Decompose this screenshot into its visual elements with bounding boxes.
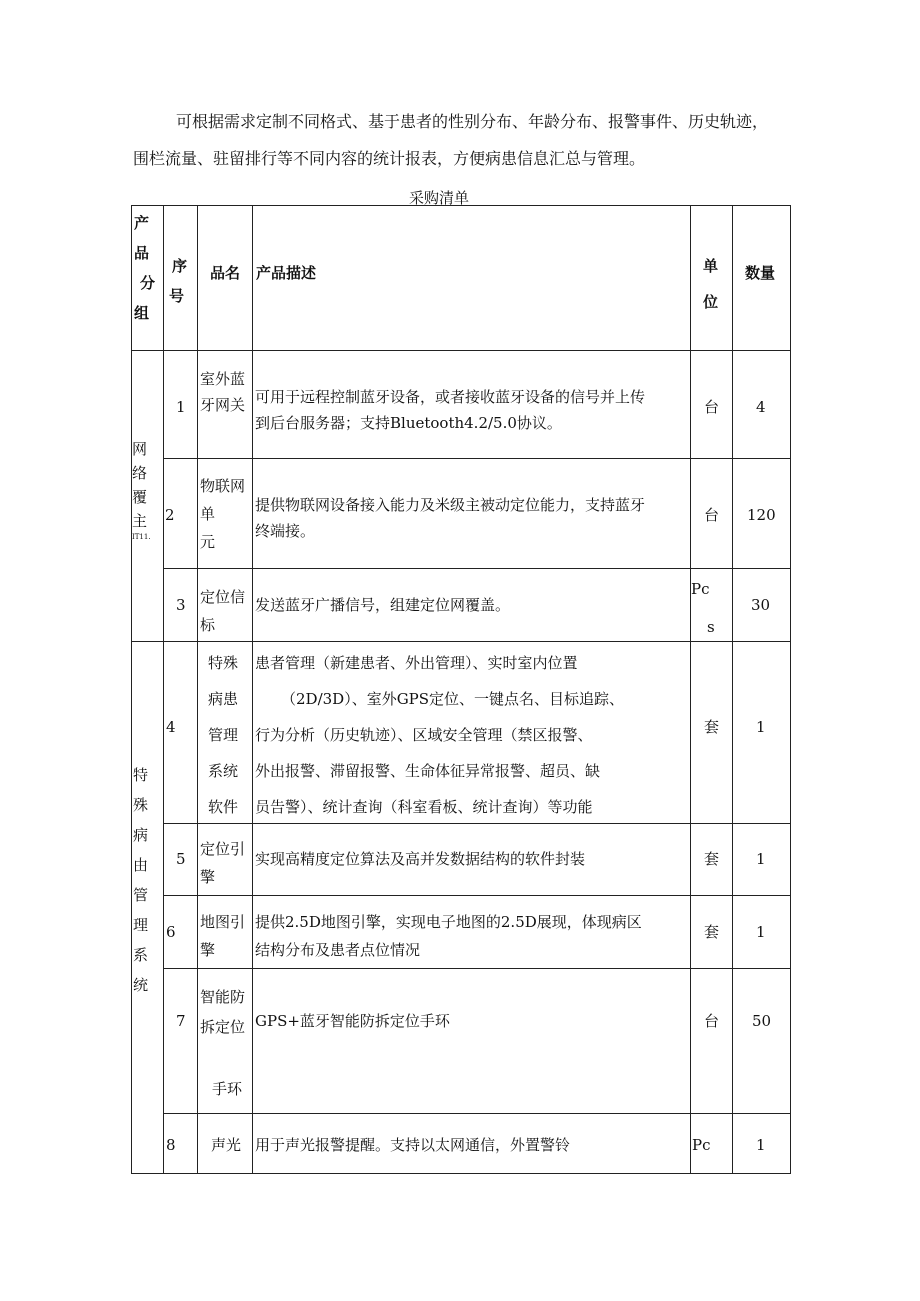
row-1-desc: 可用于远程控制蓝牙设备，或者接收蓝牙设备的信号并上传 到后台服务器；支持Bluetooth4.2/5.0协议。 — [255, 388, 646, 432]
row-3-name: 定位信 标 — [200, 588, 246, 634]
row-2-seq: 2 — [165, 506, 175, 524]
row-6-name: 地图引 擎 — [200, 913, 246, 959]
header-name: 品名 — [210, 264, 241, 282]
row-4-seq: 4 — [166, 718, 176, 736]
row-1-seq: 1 — [176, 398, 186, 416]
row-8-qty: 1 — [756, 1136, 766, 1154]
row-5-unit: 套 — [704, 850, 720, 868]
row-2-name: 物联网 单 元 — [200, 477, 246, 551]
row-7-desc: GPS+蓝牙智能防拆定位手环 — [255, 1012, 450, 1030]
header-seq: 序 号 — [169, 257, 188, 305]
row-2-unit: 台 — [704, 506, 720, 524]
row-5-qty: 1 — [756, 850, 766, 868]
table-title: 采购清单 — [409, 189, 470, 207]
header-group: 产 品 分 组 — [134, 214, 156, 322]
row-2-desc: 提供物联网设备接入能力及米级主被动定位能力，支持蓝牙 终端接。 — [255, 496, 646, 540]
row-8-unit: Pc — [692, 1136, 711, 1154]
intro-line-2: 围栏流量、驻留排行等不同内容的统计报表，方便病患信息汇总与管理。 — [133, 149, 646, 168]
row-1-unit: 台 — [704, 398, 720, 416]
row-1-name: 室外蓝 牙网关 — [200, 370, 246, 414]
row-7-seq: 7 — [176, 1012, 186, 1030]
group-label-network: 网 络 覆 主 IT11. — [132, 440, 151, 541]
row-8-desc: 用于声光报警提醒。支持以太网通信，外置警铃 — [255, 1136, 571, 1154]
row-7-name: 智能防 拆定位 手环 — [200, 988, 246, 1098]
intro-line-1: 可根据需求定制不同格式、基于患者的性别分布、年龄分布、报警事件、历史轨迹， — [176, 112, 769, 131]
row-1-qty: 4 — [756, 398, 766, 416]
row-4-unit: 套 — [704, 718, 720, 736]
row-3-seq: 3 — [176, 596, 186, 614]
row-4-name: 特殊 病患 管理 系统 软件 — [208, 654, 239, 816]
header-desc: 产品描述 — [256, 264, 317, 282]
header-qty: 数量 — [745, 264, 776, 282]
row-3-desc: 发送蓝牙广播信号，组建定位网覆盖。 — [255, 596, 511, 614]
row-6-seq: 6 — [166, 923, 176, 941]
row-8-seq: 8 — [166, 1136, 176, 1154]
row-3-qty: 30 — [751, 596, 771, 614]
row-5-name: 定位引 擎 — [200, 840, 246, 886]
row-5-seq: 5 — [176, 850, 186, 868]
row-6-unit: 套 — [704, 923, 720, 941]
row-4-qty: 1 — [756, 718, 766, 736]
row-7-qty: 50 — [752, 1012, 772, 1030]
row-7-unit: 台 — [704, 1012, 720, 1030]
row-2-qty: 120 — [747, 506, 776, 524]
row-8-name: 声光 — [211, 1136, 242, 1154]
row-4-desc: 患者管理（新建患者、外出管理）、实时室内位置 （2D/3D）、室外GPS定位、一键点名、目标追踪、 行为分析（历史轨迹）、区域安全管理（禁区报警、 外出报警、滞留报警、生命体征异常报警、超员、缺 员告警）、统计查询（科室看板、统计查询）等功能 — [255, 654, 625, 816]
row-5-desc: 实现高精度定位算法及高并发数据结构的软件封装 — [255, 850, 586, 868]
header-unit: 单 位 — [703, 257, 719, 311]
row-6-desc: 提供2.5D地图引擎，实现电子地图的2.5D展现，体现病区 结构分布及患者点位情况 — [255, 913, 642, 959]
group-label-special: 特 殊 病 由 管 理 系 统 — [133, 766, 149, 994]
row-6-qty: 1 — [756, 923, 766, 941]
row-3-unit: Pc s — [691, 580, 715, 636]
